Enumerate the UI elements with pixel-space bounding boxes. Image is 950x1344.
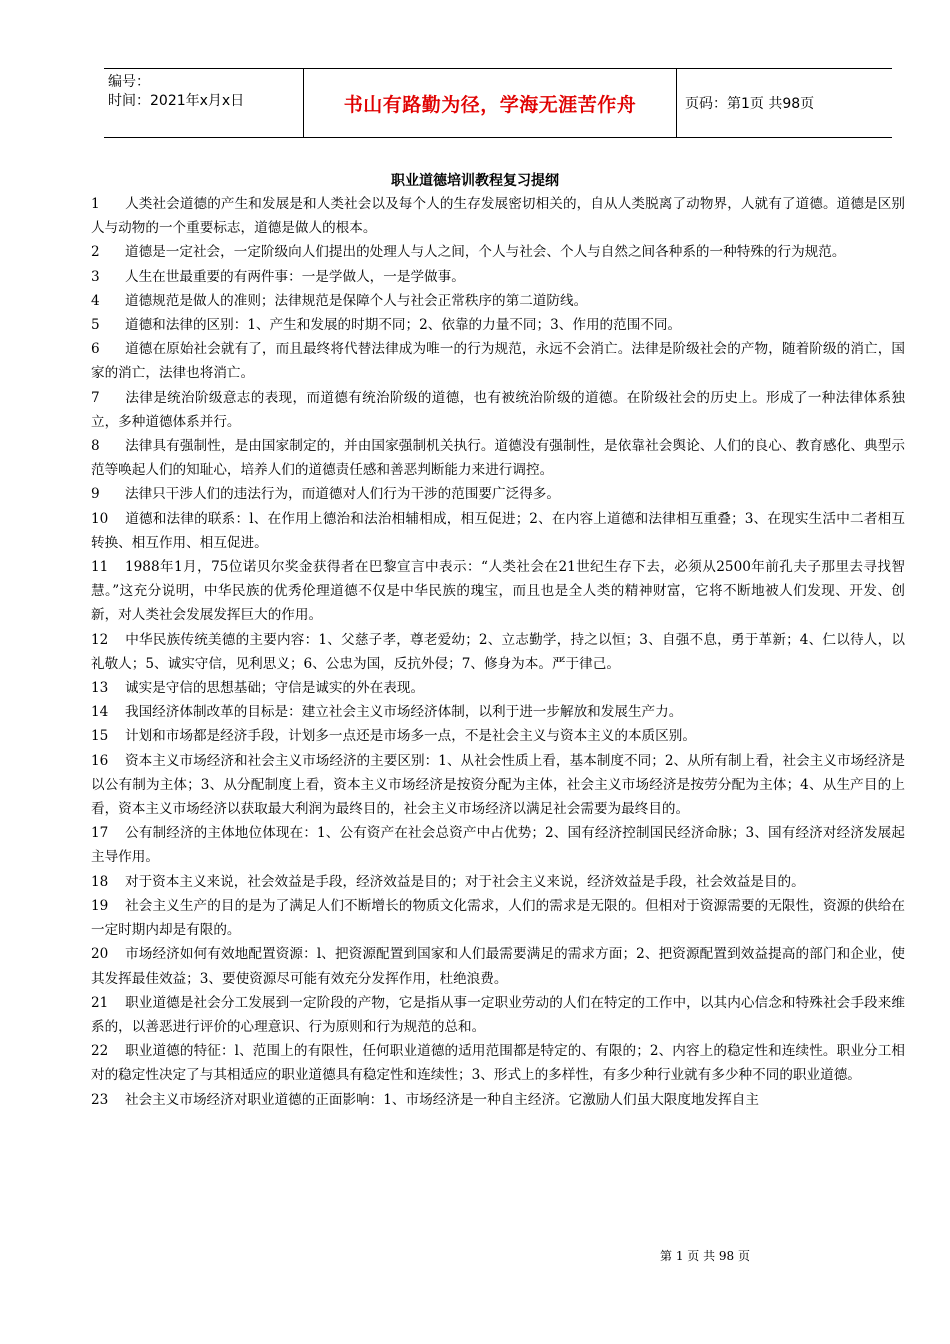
item-text: 对于资本主义来说，社会效益是手段，经济效益是目的；对于社会主义来说，经济效益是手段，社会效益是目的。 [125, 873, 805, 890]
outline-item [91, 1088, 905, 1112]
outline-item [91, 434, 905, 482]
item-text: 计划和市场都是经济手段，计划多一点还是市场多一点，不是社会主义与资本主义的本质区别。 [125, 728, 696, 745]
outline-item [91, 676, 905, 700]
outline-item [91, 240, 905, 264]
outline-item [91, 289, 905, 313]
outline-item [91, 870, 905, 894]
outline-item [91, 192, 905, 240]
motto: 书山有路勤为径，学海无涯苦作舟 [303, 69, 677, 137]
item-text: 1988年1月，75位诺贝尔奖金获得者在巴黎宣言中表示：“人类社会在21世纪生存下去，必须从2500年前孔夫子那里去寻找智慧。”这充分说明，中华民族的优秀伦理道德不仅是中华民族的瑰宝，而且也是全人类的精神财富，它将不断地被人们发现、开发、创新，对人类社会发展发挥巨大的作用。 [91, 559, 905, 624]
outline-item [91, 482, 905, 506]
item-text: 道德规范是做人的准则；法律规范是保障个人与社会正常秩序的第二道防线。 [125, 292, 588, 309]
item-number: 2 [91, 244, 100, 261]
item-number: 23 [91, 1091, 109, 1108]
outline-item [91, 700, 905, 724]
item-number: 20 [91, 946, 109, 963]
item-text: 公有制经济的主体地位体现在：1、公有资产在社会总资产中占优势；2、国有经济控制国民经济命脉；3、国有经济对经济发展起主导作用。 [91, 825, 905, 866]
outline-item [91, 821, 905, 869]
outline-item [91, 386, 905, 434]
item-text: 法律是统治阶级意志的表现，而道德有统治阶级的道德，也有被统治阶级的道德。在阶级社会的历史上。形成了一种法律体系独立，多种道德体系并行。 [91, 389, 905, 430]
item-number: 22 [91, 1043, 109, 1060]
outline-item [91, 894, 905, 942]
item-number: 5 [91, 317, 100, 334]
outline-item [91, 555, 905, 628]
item-number: 21 [91, 994, 109, 1011]
item-text: 职业道德是社会分工发展到一定阶段的产物，它是指从事一定职业劳动的人们在特定的工作中，以其内心信念和特殊社会手段来维系的，以善恶进行评价的心理意识、行为原则和行为规范的总和。 [91, 994, 905, 1035]
outline-item [91, 265, 905, 289]
header-table [104, 68, 892, 138]
item-text: 中华民族传统美德的主要内容：1、父慈子孝，尊老爱幼；2、立志勤学，持之以恒；3、自强不息，勇于革新；4、仁以待人，以礼敬人；5、诚实守信，见利思义；6、公忠为国，反抗外侵；7、修身为本。严于律己。 [91, 631, 905, 672]
item-text: 道德和法律的区别：1、产生和发展的时期不同；2、依靠的力量不同；3、作用的范围不同。 [125, 317, 682, 334]
outline-item [91, 724, 905, 748]
item-text: 道德是一定社会，一定阶级向人们提出的处理人与人之间，个人与社会、个人与自然之间各种系的一种特殊的行为规范。 [125, 244, 846, 261]
header-left-cell [104, 69, 303, 137]
page-footer: 第 1 页 共 98 页 [660, 1249, 750, 1263]
item-number: 9 [91, 486, 100, 503]
outline-item [91, 337, 905, 385]
item-text: 资本主义市场经济和社会主义市场经济的主要区别：1、从社会性质上看，基本制度不同；2、从所有制上看，社会主义市场经济是以公有制为主体；3、从分配制度上看，资本主义市场经济是按资分配为主体，社会主义市场经济是按劳分配为主体；4、从生产目的上看，资本主义市场经济以获取最大利润为最终目的，社会主义市场经济以满足社会需要为最终目的。 [91, 752, 905, 818]
outline-item [91, 991, 905, 1039]
outline-item [91, 749, 905, 822]
item-number: 14 [91, 704, 109, 721]
item-number: 19 [91, 897, 109, 914]
outline-item [91, 313, 905, 337]
item-number: 16 [91, 752, 109, 769]
item-text: 社会主义市场经济对职业道德的正面影响：1、市场经济是一种自主经济。它激励人们虽大限度地发挥自主 [125, 1091, 759, 1108]
item-text: 社会主义生产的目的是为了满足人们不断增长的物质文化需求，人们的需求是无限的。但相对于资源需要的无限性，资源的供给在一定时期内却是有限的。 [91, 897, 905, 939]
item-number: 11 [91, 559, 109, 576]
item-number: 4 [91, 292, 100, 309]
time-label: 时间：2021年x月x日 [108, 93, 245, 109]
document-title: 职业道德培训教程复习提纲 [391, 173, 559, 189]
item-text: 法律具有强制性，是由国家制定的，并由国家强制机关执行。道德没有强制性，是依靠社会舆论、人们的良心、教育感化、典型示范等唤起人们的知耻心，培养人们的道德责任感和善恶判断能力来进行调控。 [91, 438, 905, 479]
item-text: 法律只干涉人们的违法行为，而道德对人们行为干涉的范围要广泛得多。 [125, 486, 560, 503]
item-number: 13 [91, 680, 109, 697]
item-number: 15 [91, 728, 109, 745]
item-text: 诚实是守信的思想基础；守信是诚实的外在表现。 [125, 680, 425, 697]
item-number: 7 [91, 389, 100, 406]
item-number: 17 [91, 825, 109, 842]
item-number: 8 [91, 438, 100, 455]
outline-item [91, 942, 905, 990]
item-text: 我国经济体制改革的目标是：建立社会主义市场经济体制，以利于进一步解放和发展生产力。 [125, 704, 683, 721]
item-text: 人类社会道德的产生和发展是和人类社会以及每个人的生存发展密切相关的，自从人类脱离了动物界，人就有了道德。道德是区别人与动物的一个重要标志，道德是做人的根本。 [91, 196, 905, 237]
number-label: 编号： [108, 74, 150, 90]
item-number: 18 [91, 873, 109, 890]
item-text: 道德和法律的联系：l、在作用上德治和法治相辅相成，相互促进；2、在内容上道德和法律相互重叠；3、在现实生活中二者相互转换、相互作用、相互促进。 [91, 510, 905, 551]
item-number: 6 [91, 341, 100, 358]
item-text: 人生在世最重要的有两件事：一是学做人，一是学做事。 [125, 268, 465, 285]
outline-item [91, 628, 905, 676]
item-text: 市场经济如何有效地配置资源：l、把资源配置到国家和人们最需要满足的需求方面；2、把资源配置到效益提高的部门和企业，使其发挥最佳效益；3、要使资源尽可能有效充分发挥作用，杜绝浪费。 [91, 946, 905, 987]
page-info: 页码：第1页 共98页 [685, 96, 815, 112]
document-body [91, 192, 905, 1112]
item-number: 12 [91, 631, 109, 648]
item-text: 职业道德的特征：l、范围上的有限性，任何职业道德的适用范围都是特定的、有限的；2、内容上的稳定性和连续性。职业分工相对的稳定性决定了与其相适应的职业道德具有稳定性和连续性；3、形式上的多样性，有多少种行业就有多少种不同的职业道德。 [91, 1043, 905, 1084]
item-number: 1 [91, 196, 100, 212]
item-number: 3 [91, 268, 100, 285]
outline-item [91, 1039, 905, 1087]
item-text: 道德在原始社会就有了，而且最终将代替法律成为唯一的行为规范，永远不会消亡。法律是阶级社会的产物，随着阶级的消亡，国家的消亡，法律也将消亡。 [91, 341, 905, 382]
outline-item [91, 507, 905, 555]
item-number: 10 [91, 510, 109, 527]
